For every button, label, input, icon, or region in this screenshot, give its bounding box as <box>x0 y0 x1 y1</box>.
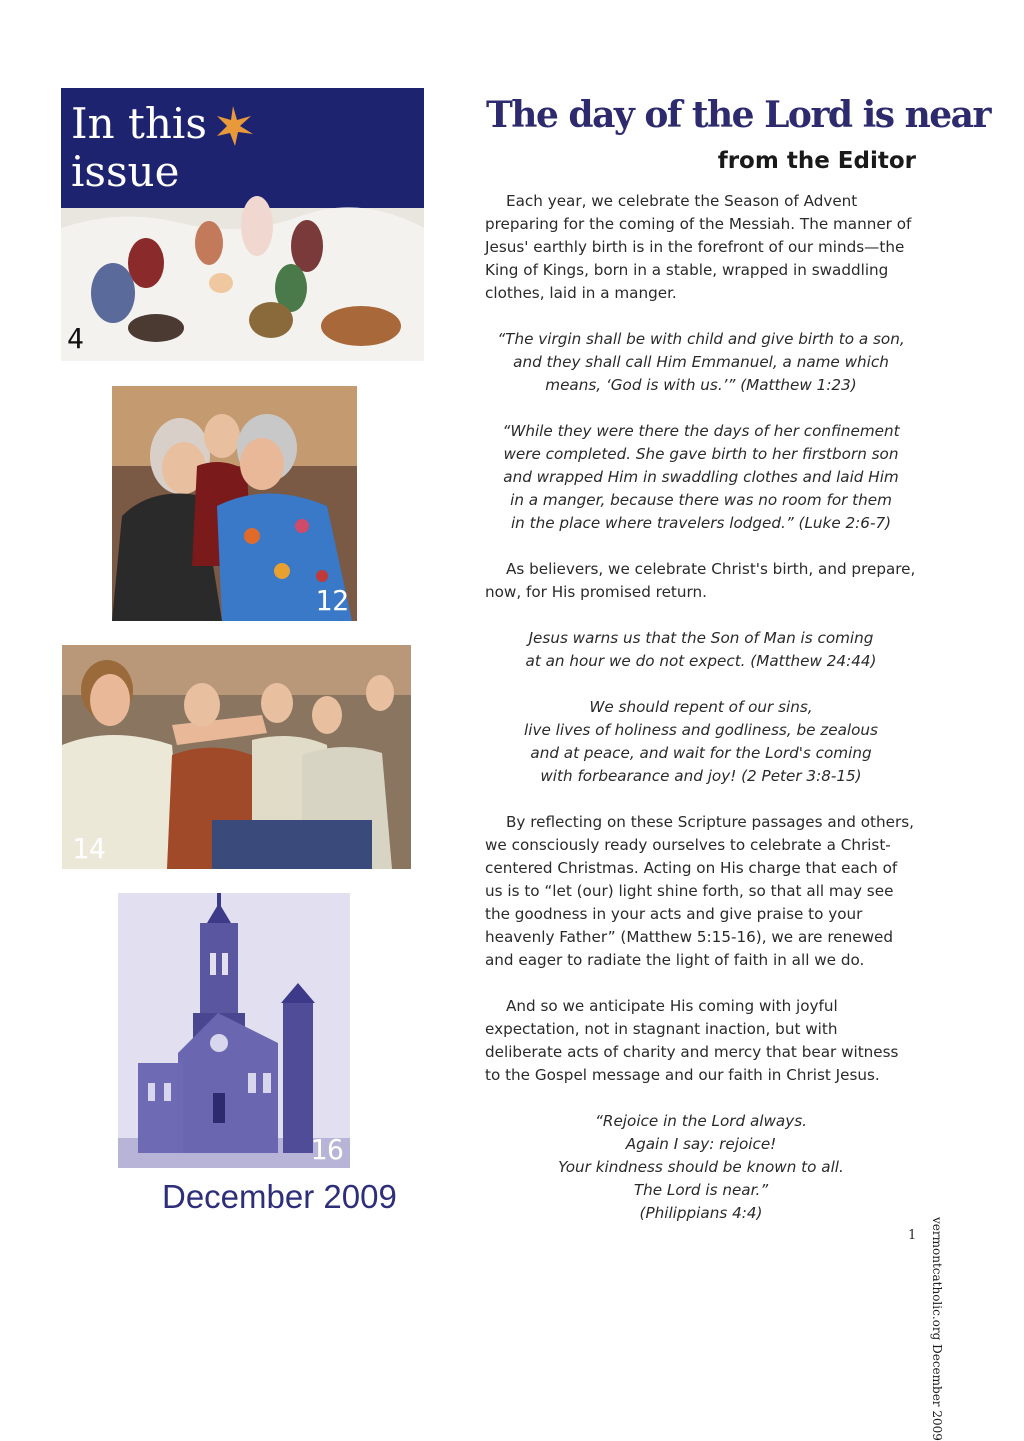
nativity-photo <box>61 88 424 361</box>
in-this-issue-heading: In this issue <box>71 99 207 196</box>
scripture-quote-3: Jesus warns us that the Son of Man is coming at an hour we do not expect. (Matthew 24:44) <box>525 629 877 670</box>
page-ref-12[interactable]: 12 <box>315 584 349 617</box>
article-headline: The day of the Lord is near <box>486 94 990 136</box>
issue-date: December 2009 <box>162 1178 397 1215</box>
scripture-quote-2: “While they were there the days of her confinement were completed. She gave birth to her firstborn son and wrapped Him in swaddling clothes and laid Him in a manger, because there was no room for them in the place where travelers lodged.” (Luke 2:6-7) <box>502 422 900 532</box>
article-body <box>485 190 917 1248</box>
women-greeting-photo <box>112 386 357 621</box>
page-number: 1 <box>908 1228 917 1243</box>
paragraph-2: As believers, we celebrate Christ's birth, and prepare, now, for His promised return. <box>485 560 916 601</box>
church-image <box>118 893 350 1168</box>
page-ref-16[interactable]: 16 <box>310 1133 344 1166</box>
page-ref-4[interactable]: 4 <box>67 322 84 355</box>
scripture-quote-1: “The virgin shall be with child and give birth to a son, and they shall call Him Emmanuel, a name which means, ‘God is with us.’” (Matthew 1:23) <box>497 330 905 394</box>
paragraph-1: Each year, we celebrate the Season of Advent preparing for the coming of the Messiah. The manner of Jesus' earthly birth is in the forefront of our minds—the King of Kings, born in a stable, wrapped in swaddling clothes, laid in a manger. <box>485 192 912 302</box>
scripture-quote-4: We should repent of our sins, live lives of holiness and godliness, be zealous and at peace, and wait for the Lord's coming with forbearance and joy! (2 Peter 3:8-15) <box>524 698 878 785</box>
youth-audience-image <box>62 645 411 869</box>
church-illustration <box>118 893 350 1168</box>
page-ref-14[interactable]: 14 <box>72 832 106 865</box>
paragraph-3: By reflecting on these Scripture passages and others, we consciously ready ourselves to celebrate a Christ-centered Christmas. Acting on His charge that each of us is to “let (our) light shine forth, so that all may see the goodness in your acts and give praise to your heavenly Father” (Matthew 5:15-16), we are renewed and eager to radiate the light of faith in all we do. <box>485 813 914 969</box>
paragraph-4: And so we anticipate His coming with joyful expectation, not in stagnant inaction, but with deliberate acts of charity and mercy that bear witness to the Gospel message and our faith in Christ Jesus. <box>485 997 899 1084</box>
article-byline: from the Editor <box>717 148 916 174</box>
scripture-quote-5: “Rejoice in the Lord always. Again I say: rejoice! Your kindness should be known to all. The Lord is near.” (Philippians 4:4) <box>558 1112 844 1222</box>
vertical-site-date[interactable]: vermontcatholic.org December 2009 <box>930 1217 944 1441</box>
youth-audience-photo <box>62 645 411 869</box>
